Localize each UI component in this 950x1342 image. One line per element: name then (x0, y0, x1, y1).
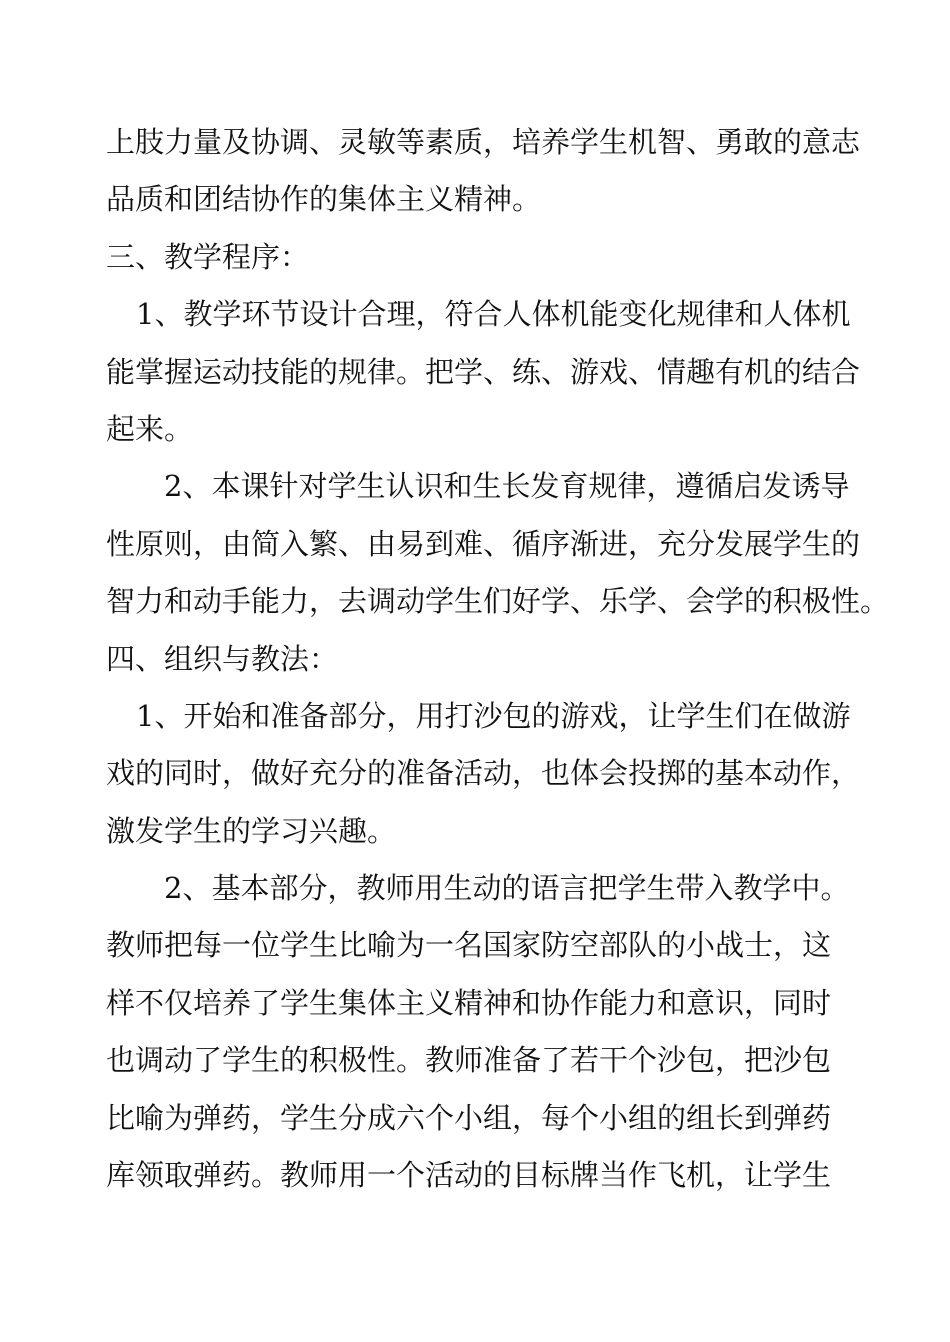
text-line: 2、本课针对学生认识和生长发育规律，遵循启发诱导 (164, 469, 850, 504)
section-heading: 三、教学程序： (106, 239, 310, 274)
body-text (106, 114, 890, 1204)
text-line: 教师把每一位学生比喻为一名国家防空部队的小战士，这 (106, 928, 832, 963)
text-line: 品质和团结协作的集体主义精神。 (106, 182, 542, 217)
text-line: 也调动了学生的积极性。教师准备了若干个沙包，把沙包 (106, 1043, 832, 1078)
text-line: 样不仅培养了学生集体主义精神和协作能力和意识，同时 (106, 985, 832, 1020)
text-line: 起来。 (106, 411, 194, 446)
text-line: 1、开始和准备部分，用打沙包的游戏，让学生们在做游 (136, 698, 851, 733)
text-line: 性原则，由简入繁、由易到难、循序渐进，充分发展学生的 (106, 526, 861, 561)
text-line: 比喻为弹药，学生分成六个小组，每个小组的组长到弹药 (106, 1100, 832, 1135)
text-line: 激发学生的学习兴趣。 (106, 813, 397, 848)
text-line: 2、基本部分，教师用生动的语言把学生带入教学中。 (164, 871, 850, 906)
text-line: 上肢力量及协调、灵敏等素质，培养学生机智、勇敢的意志 (106, 125, 861, 159)
text-line: 库领取弹药。教师用一个活动的目标牌当作飞机，让学生 (106, 1158, 832, 1193)
text-line: 能掌握运动技能的规律。把学、练、游戏、情趣有机的结合 (106, 354, 861, 389)
text-line: 1、教学环节设计合理，符合人体机能变化规律和人体机 (136, 297, 851, 332)
text-line: 智力和动手能力，去调动学生们好学、乐学、会学的积极性。 (106, 584, 890, 619)
section-heading: 四、组织与教法： (106, 641, 339, 676)
text-line: 戏的同时，做好充分的准备活动，也体会投掷的基本动作， (106, 756, 861, 791)
